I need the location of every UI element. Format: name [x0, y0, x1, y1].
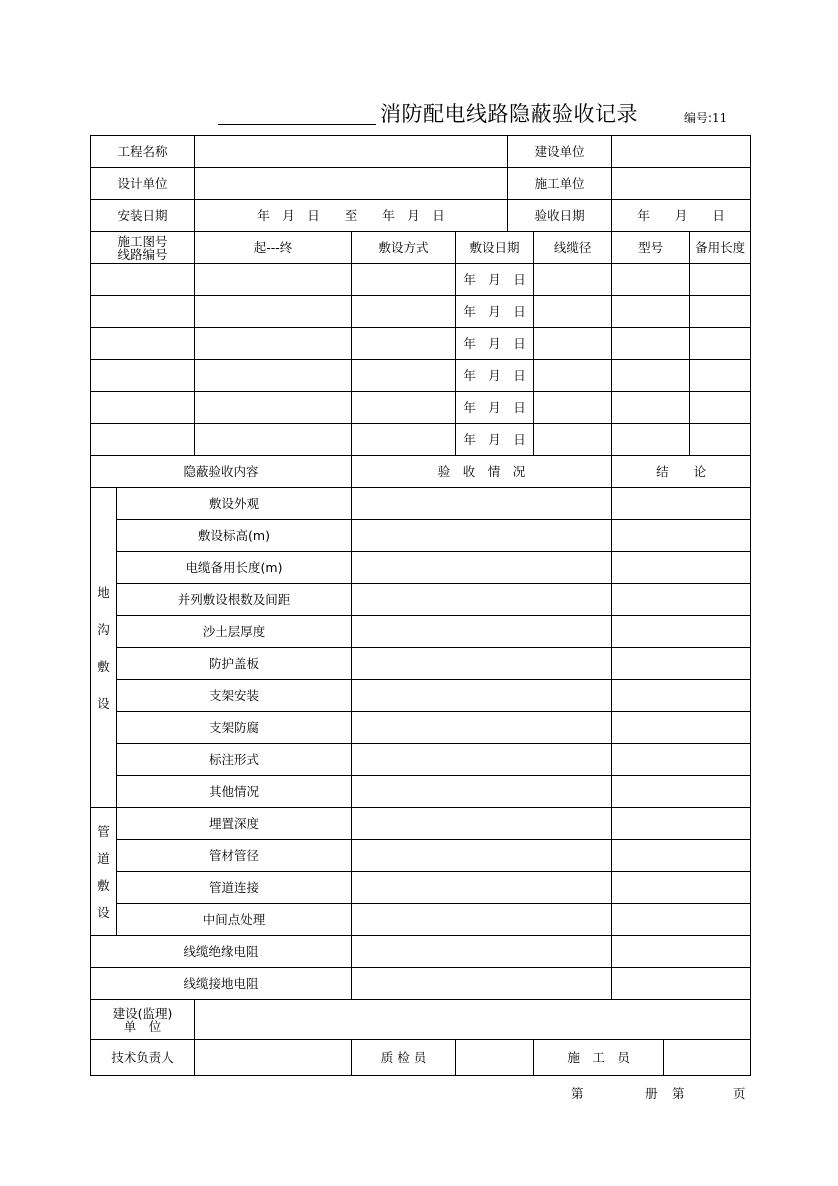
trench-item-label: 支架安装: [117, 680, 352, 712]
conclusion-cell[interactable]: [612, 776, 751, 808]
conclusion-cell[interactable]: [612, 968, 751, 1000]
date-cell[interactable]: 年 月 日: [456, 264, 534, 296]
supervision-row: [91, 1000, 751, 1040]
range-cell[interactable]: [195, 328, 352, 360]
trench-item-label: 其他情况: [117, 776, 352, 808]
info-row-dates: [91, 200, 751, 232]
situation-cell[interactable]: [352, 616, 612, 648]
info-row-project: [91, 136, 751, 168]
trench-group-char: 设: [97, 695, 110, 711]
construction-unit-label: 建设单位: [508, 136, 612, 168]
supervision-unit-label: [91, 1000, 195, 1040]
method-cell[interactable]: [352, 392, 456, 424]
laying-date-header: 敷设日期: [456, 232, 534, 264]
page-suffix: 页: [733, 1086, 746, 1101]
trench-group-char: 地: [97, 584, 110, 600]
drawing-number-header: 施工图号: [117, 233, 168, 249]
pipe-group-label: [91, 808, 117, 936]
situation-cell[interactable]: [352, 840, 612, 872]
cable-row: [91, 424, 751, 456]
diameter-cell[interactable]: [534, 392, 612, 424]
method-cell[interactable]: [352, 264, 456, 296]
conclusion-cell[interactable]: [612, 520, 751, 552]
conclusion-cell[interactable]: [612, 872, 751, 904]
trench-row: [91, 584, 751, 616]
model-header: 型号: [612, 232, 690, 264]
inspection-content-header: 隐蔽验收内容: [91, 456, 352, 488]
cable-header-row: [91, 232, 751, 264]
diameter-cell[interactable]: [534, 360, 612, 392]
conclusion-cell[interactable]: [612, 712, 751, 744]
trench-item-label: 支架防腐: [117, 712, 352, 744]
accept-date-field[interactable]: 年 月 日: [612, 200, 751, 232]
acceptance-record-table: [90, 135, 751, 1076]
spare-cell[interactable]: [690, 360, 751, 392]
pipe-row: [91, 840, 751, 872]
spare-cell[interactable]: [690, 264, 751, 296]
trench-group-char: 敷: [97, 658, 110, 674]
date-cell[interactable]: 年 月 日: [456, 328, 534, 360]
trench-row: [91, 744, 751, 776]
range-header: 起---终: [195, 232, 352, 264]
builder-unit-label: 施工单位: [508, 168, 612, 200]
insulation-row: [91, 936, 751, 968]
situation-cell[interactable]: [352, 680, 612, 712]
supervision-label-line: 单 位: [123, 1018, 162, 1034]
trench-row: [91, 520, 751, 552]
trench-row: [91, 552, 751, 584]
tech-lead-label: 技术负责人: [91, 1040, 195, 1076]
trench-row: [91, 648, 751, 680]
spare-cell[interactable]: [690, 392, 751, 424]
insulation-resistance-label: 线缆绝缘电阻: [91, 936, 352, 968]
diameter-cell[interactable]: [534, 264, 612, 296]
builder-label: 施 工 员: [534, 1040, 664, 1076]
model-cell[interactable]: [612, 328, 690, 360]
accept-date-label: 验收日期: [508, 200, 612, 232]
model-cell[interactable]: [612, 264, 690, 296]
inspection-header-row: [91, 456, 751, 488]
range-cell[interactable]: [195, 296, 352, 328]
situation-cell[interactable]: [352, 776, 612, 808]
record-code-value: 11: [712, 111, 728, 125]
cable-row: [91, 360, 751, 392]
cable-row: [91, 328, 751, 360]
situation-cell[interactable]: [352, 712, 612, 744]
volume-suffix: 册: [645, 1086, 658, 1101]
trench-row: [91, 616, 751, 648]
inspection-situation-header: 验 收 情 况: [352, 456, 612, 488]
builder-unit-field[interactable]: [612, 168, 751, 200]
date-cell[interactable]: 年 月 日: [456, 392, 534, 424]
info-row-design: [91, 168, 751, 200]
diameter-cell[interactable]: [534, 424, 612, 456]
method-cell[interactable]: [352, 328, 456, 360]
supervision-unit-field[interactable]: [195, 1000, 751, 1040]
page-title: 消防配电线路隐蔽验收记录: [380, 102, 638, 126]
ground-row: [91, 968, 751, 1000]
design-unit-label: 设计单位: [91, 168, 195, 200]
line-number-header: 线路编号: [117, 246, 168, 262]
range-cell[interactable]: [195, 392, 352, 424]
trench-item-label: 电缆备用长度(m): [117, 552, 352, 584]
spare-cell[interactable]: [690, 424, 751, 456]
method-cell[interactable]: [352, 360, 456, 392]
drawing-line-header: [91, 232, 195, 264]
supervision-label-line: 建设(监理): [112, 1005, 173, 1021]
cable-row: [91, 264, 751, 296]
qc-inspector-label: 质 检 员: [352, 1040, 456, 1076]
conclusion-cell[interactable]: [612, 552, 751, 584]
method-cell[interactable]: [352, 424, 456, 456]
line-number-cell[interactable]: [91, 392, 195, 424]
situation-cell[interactable]: [352, 904, 612, 936]
pipe-item-label: 管材管径: [117, 840, 352, 872]
range-cell[interactable]: [195, 424, 352, 456]
title-underline: [218, 124, 376, 125]
ground-resistance-label: 线缆接地电阻: [91, 968, 352, 1000]
situation-cell[interactable]: [352, 808, 612, 840]
conclusion-cell[interactable]: [612, 744, 751, 776]
builder-signature[interactable]: [664, 1040, 751, 1076]
date-cell[interactable]: 年 月 日: [456, 424, 534, 456]
pipe-item-label: 管道连接: [117, 872, 352, 904]
laying-method-header: 敷设方式: [352, 232, 456, 264]
trench-row: [91, 488, 751, 520]
conclusion-cell[interactable]: [612, 808, 751, 840]
range-cell[interactable]: [195, 264, 352, 296]
line-number-cell[interactable]: [91, 424, 195, 456]
conclusion-cell[interactable]: [612, 680, 751, 712]
situation-cell[interactable]: [352, 744, 612, 776]
date-cell[interactable]: 年 月 日: [456, 360, 534, 392]
conclusion-cell[interactable]: [612, 616, 751, 648]
conclusion-cell[interactable]: [612, 488, 751, 520]
design-unit-field[interactable]: [195, 168, 508, 200]
situation-cell[interactable]: [352, 968, 612, 1000]
diameter-cell[interactable]: [534, 328, 612, 360]
conclusion-cell[interactable]: [612, 840, 751, 872]
model-cell[interactable]: [612, 296, 690, 328]
line-number-cell[interactable]: [91, 296, 195, 328]
model-cell[interactable]: [612, 360, 690, 392]
signature-row: [91, 1040, 751, 1076]
trench-item-label: 敷设标高(m): [117, 520, 352, 552]
trench-row: [91, 680, 751, 712]
conclusion-cell[interactable]: [612, 936, 751, 968]
trench-item-label: 并列敷设根数及间距: [117, 584, 352, 616]
record-code-label: 编号:: [684, 111, 713, 125]
trench-group-char: 沟: [97, 621, 110, 637]
trench-item-label: 防护盖板: [117, 648, 352, 680]
spare-cell[interactable]: [690, 328, 751, 360]
model-cell[interactable]: [612, 424, 690, 456]
cable-diameter-header: 线缆径: [534, 232, 612, 264]
volume-prefix: 第: [571, 1086, 584, 1101]
spare-length-header: 备用长度: [690, 232, 751, 264]
pipe-group-char: 设: [97, 904, 110, 920]
trench-row: [91, 776, 751, 808]
situation-cell[interactable]: [352, 648, 612, 680]
situation-cell[interactable]: [352, 552, 612, 584]
trench-row: [91, 712, 751, 744]
situation-cell[interactable]: [352, 488, 612, 520]
model-cell[interactable]: [612, 392, 690, 424]
pipe-item-label: 埋置深度: [117, 808, 352, 840]
cable-row: [91, 392, 751, 424]
trench-group-label: [91, 488, 117, 808]
situation-cell[interactable]: [352, 936, 612, 968]
construction-unit-field[interactable]: [612, 136, 751, 168]
project-name-field[interactable]: [195, 136, 508, 168]
inspection-conclusion-header: 结 论: [612, 456, 751, 488]
trench-item-label: 沙土层厚度: [117, 616, 352, 648]
line-number-cell[interactable]: [91, 360, 195, 392]
pipe-item-label: 中间点处理: [117, 904, 352, 936]
pipe-row: [91, 808, 751, 840]
page-prefix: 第: [672, 1086, 685, 1101]
record-code: [684, 109, 727, 126]
method-cell[interactable]: [352, 296, 456, 328]
pipe-row: [91, 904, 751, 936]
pipe-group-char: 管: [97, 823, 110, 839]
pipe-row: [91, 872, 751, 904]
trench-item-label: 标注形式: [117, 744, 352, 776]
pipe-group-char: 道: [97, 850, 110, 866]
diameter-cell[interactable]: [534, 296, 612, 328]
situation-cell[interactable]: [352, 520, 612, 552]
conclusion-cell[interactable]: [612, 904, 751, 936]
conclusion-cell[interactable]: [612, 648, 751, 680]
trench-item-label: 敷设外观: [117, 488, 352, 520]
project-name-label: 工程名称: [91, 136, 195, 168]
situation-cell[interactable]: [352, 584, 612, 616]
pipe-group-char: 敷: [97, 877, 110, 893]
line-number-cell[interactable]: [91, 264, 195, 296]
tech-lead-signature[interactable]: [195, 1040, 352, 1076]
qc-inspector-signature[interactable]: [456, 1040, 534, 1076]
conclusion-cell[interactable]: [612, 584, 751, 616]
line-number-cell[interactable]: [91, 328, 195, 360]
spare-cell[interactable]: [690, 296, 751, 328]
cable-row: [91, 296, 751, 328]
situation-cell[interactable]: [352, 872, 612, 904]
install-date-label: 安装日期: [91, 200, 195, 232]
range-cell[interactable]: [195, 360, 352, 392]
date-cell[interactable]: 年 月 日: [456, 296, 534, 328]
install-date-field[interactable]: 年 月 日 至 年 月 日: [195, 200, 508, 232]
